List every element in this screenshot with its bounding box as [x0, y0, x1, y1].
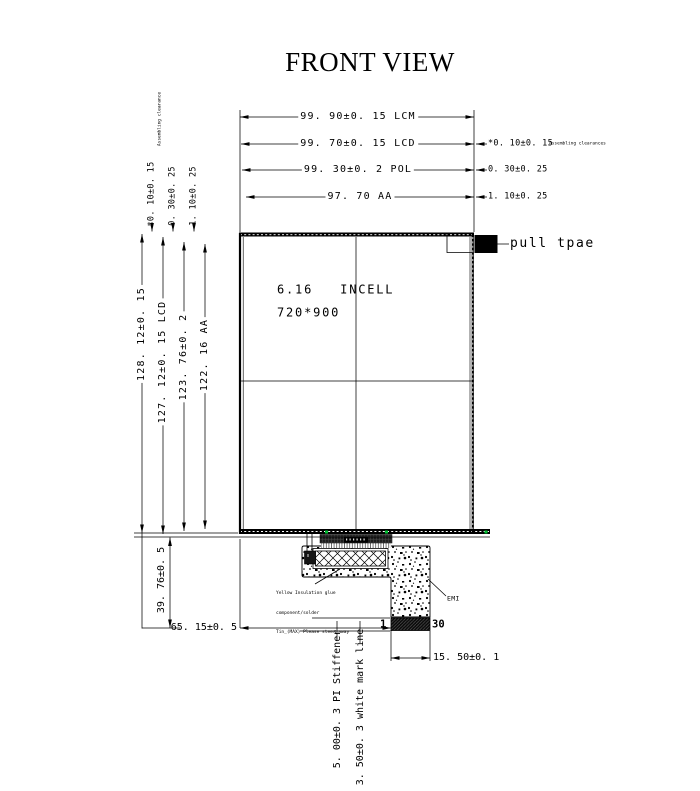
pull-tape-tab — [475, 235, 498, 253]
stiffener-label: 5. 00±0. 3 PI Stiffener — [331, 629, 343, 769]
lcd-width-label: 99. 70±0. 15 LCD — [300, 137, 416, 149]
clearance-note-right: Assembling clearances — [549, 141, 606, 147]
display-spec-line1: 6.16 INCELL — [277, 282, 395, 297]
stiffener-block-hatch — [316, 551, 386, 566]
pin-1-label: 1 — [380, 617, 387, 630]
glue-note-line1: Yellow Insulation glue — [276, 591, 336, 596]
display-spec-line2: 720*900 — [277, 305, 341, 320]
panel-outline — [239, 233, 498, 538]
aa-width-label: 97. 70 AA — [327, 190, 393, 202]
aa-height-label: 122. 16 AA — [198, 318, 210, 392]
lcm-width-label: 99. 90±0. 15 LCM — [300, 110, 416, 122]
pull-tape-label: pull tpae — [510, 236, 595, 252]
pol-width-label: 99. 30±0. 2 POL — [303, 163, 413, 175]
connector-pins-block — [391, 618, 430, 631]
clearance-label-left: *0. 10±0. 15 — [146, 161, 157, 227]
emi-label: EMI — [447, 594, 460, 603]
fpc-pin-traces — [321, 543, 391, 548]
fpc-component — [305, 551, 316, 564]
pol-offset-label-left: 0. 30±0. 25 — [167, 166, 178, 226]
white-mark-line-label: 3. 50±0. 3 white mark line — [354, 628, 366, 786]
glue-note-line3: Tin_(MAX) Please steer away — [276, 630, 350, 635]
panel-bottom-edge — [239, 529, 490, 534]
lcd-height-label: 127. 12±0. 15 LCD — [156, 300, 168, 424]
pin-30-label: 30 — [432, 617, 445, 630]
aa-offset-label-right: 1. 10±0. 25 — [488, 191, 548, 202]
connector-width-label: 15. 50±0. 1 — [433, 651, 500, 663]
fpc-offset-label: 65. 15±0. 5 — [170, 621, 237, 633]
glue-note — [276, 578, 349, 650]
clearance-note-left: Assembling clearance — [157, 91, 163, 147]
glue-note-line2: component/solder — [276, 610, 320, 616]
page-title: FRONT VIEW — [285, 46, 455, 77]
pol-height-label: 123. 76±0. 2 — [177, 313, 189, 401]
fpc-height-label: 39. 76±0. 5 — [155, 546, 167, 614]
lcm-height-label: 128. 12±0. 15 — [135, 287, 147, 381]
aa-offset-label-left: 1. 10±0. 25 — [188, 166, 199, 226]
clearance-label-right: *0. 10±0. 15 — [488, 138, 554, 149]
pol-offset-label-right: 0. 30±0. 25 — [488, 164, 548, 175]
